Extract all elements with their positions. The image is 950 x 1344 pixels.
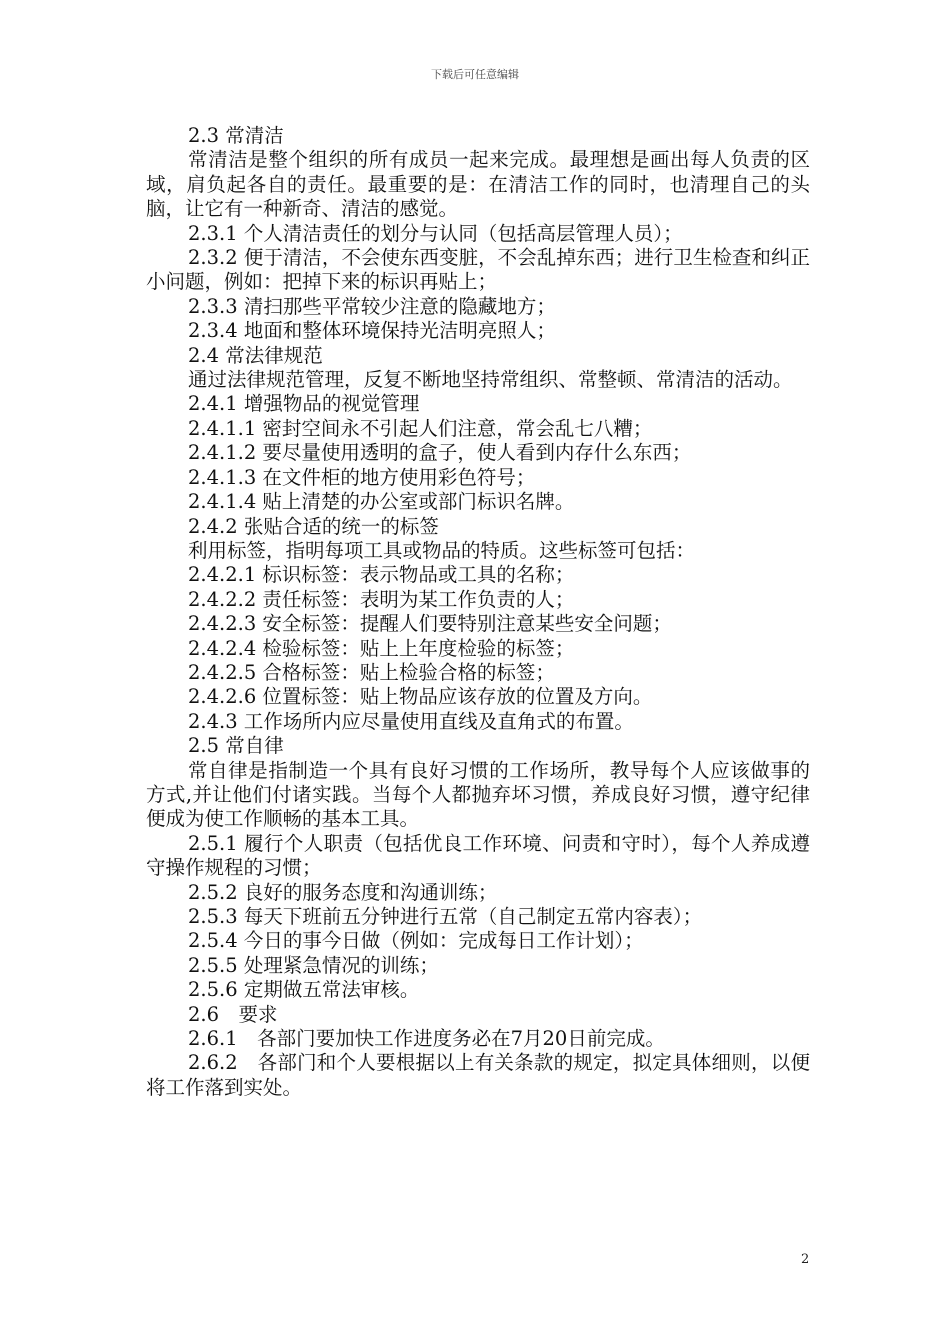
section-heading: 2.5 常自律 xyxy=(188,734,284,758)
list-item: 2.5.6 定期做五常法审核。 xyxy=(188,978,420,1002)
list-item: 2.4.2.6 位置标签：贴上物品应该存放的位置及方向。 xyxy=(188,685,653,709)
subsection-heading: 2.4.1 增强物品的视觉管理 xyxy=(188,392,420,416)
list-item: 2.4.1.1 密封空间永不引起人们注意，常会乱七八糟； xyxy=(188,416,653,440)
list-item: 2.5.3 每天下班前五分钟进行五常（自己制定五常内容表）； xyxy=(188,905,703,928)
list-item: 2.6.2 各部门和个人要根据以上有关条款的规定，拟定具体细则，以便将工作落到实处。 xyxy=(146,1051,810,1099)
list-item: 2.6.1 各部门要加快工作进度务必在7月20日前完成。 xyxy=(188,1027,665,1051)
document-body xyxy=(146,124,810,1100)
list-item: 2.4.2.1 标识标签：表示物品或工具的名称； xyxy=(188,563,575,587)
list-item: 2.4.3 工作场所内应尽量使用直线及直角式的布置。 xyxy=(188,709,634,733)
list-item: 2.4.2.4 检验标签：贴上上年度检验的标签； xyxy=(188,636,575,660)
page-number: 2 xyxy=(801,1252,810,1267)
body-paragraph: 通过法律规范管理，反复不断地坚持常组织、常整顿、常清洁的活动。 xyxy=(188,368,793,392)
list-item: 2.5.4 今日的事今日做（例如：完成每日工作计划）； xyxy=(188,929,644,953)
subsection-heading: 2.4.2 张贴合适的统一的标签 xyxy=(188,514,439,538)
list-item: 2.4.2.3 安全标签：提醒人们要特别注意某些安全问题； xyxy=(188,612,672,636)
list-item: 2.4.1.3 在文件柜的地方使用彩色符号； xyxy=(188,465,536,489)
list-item: 2.3.4 地面和整体环境保持光洁明亮照人； xyxy=(188,319,556,343)
list-item: 2.4.1.2 要尽量使用透明的盒子，使人看到内存什么东西； xyxy=(188,441,692,465)
list-item: 2.5.2 良好的服务态度和沟通训练； xyxy=(188,880,498,904)
section-heading: 2.4 常法律规范 xyxy=(188,343,323,367)
section-heading: 2.3 常清洁 xyxy=(188,124,284,147)
body-paragraph: 常自律是指制造一个具有良好习惯的工作场所，教导每个人应该做事的方式,并让他们付诸实践。当每个人都抛弃坏习惯，养成良好习惯，遵守纪律便成为使工作顺畅的基本工具。 xyxy=(146,758,810,831)
page-header: 下载后可任意编辑 xyxy=(431,68,519,81)
list-item: 2.5.1 履行个人职责（包括优良工作环境、问责和守时），每个人养成遵守操作规程的习惯； xyxy=(146,831,810,880)
list-item: 2.3.2 便于清洁，不会使东西变脏，不会乱掉东西；进行卫生检查和纠正小问题，例如：把掉下来的标识再贴上； xyxy=(146,246,810,294)
list-item: 2.4.2.5 合格标签：贴上检验合格的标签； xyxy=(188,660,555,684)
list-item: 2.3.3 清扫那些平常较少注意的隐藏地方； xyxy=(188,294,556,318)
body-paragraph: 常清洁是整个组织的所有成员一起来完成。最理想是画出每人负责的区域，肩负起各自的责任。最重要的是：在清洁工作的同时，也清理自己的头脑，让它有一种新奇、清洁的感觉。 xyxy=(146,148,810,221)
list-item: 2.5.5 处理紧急情况的训练； xyxy=(188,953,439,977)
list-item: 2.4.1.4 贴上清楚的办公室或部门标识名牌。 xyxy=(188,490,575,514)
body-paragraph: 利用标签，指明每项工具或物品的特质。这些标签可包括： xyxy=(188,538,696,562)
section-heading: 2.6 要求 xyxy=(188,1002,278,1026)
list-item: 2.4.2.2 责任标签：表明为某工作负责的人； xyxy=(188,587,575,611)
list-item: 2.3.1 个人清洁责任的划分与认同（包括高层管理人员）； xyxy=(188,221,683,245)
